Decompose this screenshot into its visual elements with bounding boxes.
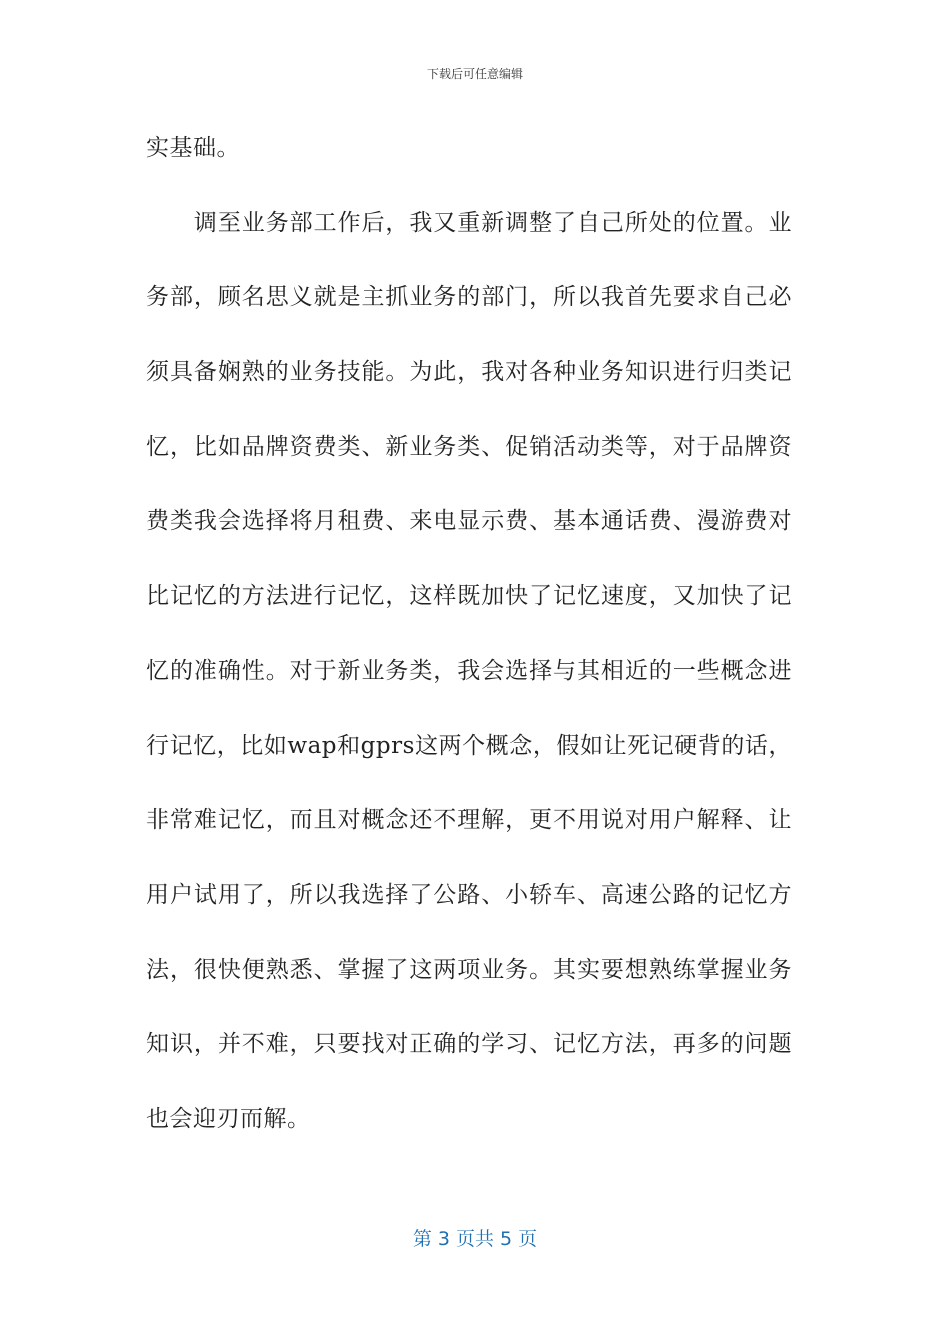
footer-prefix: 第 <box>412 1228 438 1250</box>
text-line: 比记忆的方法进行记忆，这样既加快了记忆速度，又加快了记 <box>146 583 792 610</box>
page-footer <box>0 1225 950 1253</box>
text-line: 忆，比如品牌资费类、新业务类、促销活动类等，对于品牌资 <box>146 433 792 460</box>
header-note: 下载后可任意编辑 <box>426 67 523 81</box>
text-line: 用户试用了，所以我选择了公路、小轿车、高速公路的记忆方 <box>146 881 792 908</box>
text-line: 务部，顾名思义就是主抓业务的部门，所以我首先要求自己必 <box>146 284 792 311</box>
text-line: 也会迎刃而解。 <box>146 1105 311 1132</box>
body-text <box>146 118 792 1164</box>
text-line: 知识，并不难，只要找对正确的学习、记忆方法，再多的问题 <box>146 1031 792 1058</box>
text-line: 忆的准确性。对于新业务类，我会选择与其相近的一些概念进 <box>146 657 792 684</box>
footer-current-page: 3 <box>437 1228 450 1250</box>
text-line: 法，很快便熟悉、掌握了这两项业务。其实要想熟练掌握业务 <box>146 956 792 983</box>
text-line: 行记忆，比如wap和gprs这两个概念，假如让死记硬背的话， <box>146 732 792 759</box>
footer-suffix: 页 <box>512 1228 538 1250</box>
text-line: 须具备娴熟的业务技能。为此，我对各种业务知识进行归类记 <box>146 359 792 386</box>
footer-middle: 页共 <box>449 1228 501 1250</box>
text-line: 费类我会选择将月租费、来电显示费、基本通话费、漫游费对 <box>146 508 792 535</box>
text-line: 调至业务部工作后，我又重新调整了自己所处的位置。业 <box>146 209 792 236</box>
footer-total-pages: 5 <box>500 1228 513 1250</box>
text-line: 非常难记忆，而且对概念还不理解，更不用说对用户解释、让 <box>146 807 792 834</box>
text-line: 实基础。 <box>146 135 240 161</box>
